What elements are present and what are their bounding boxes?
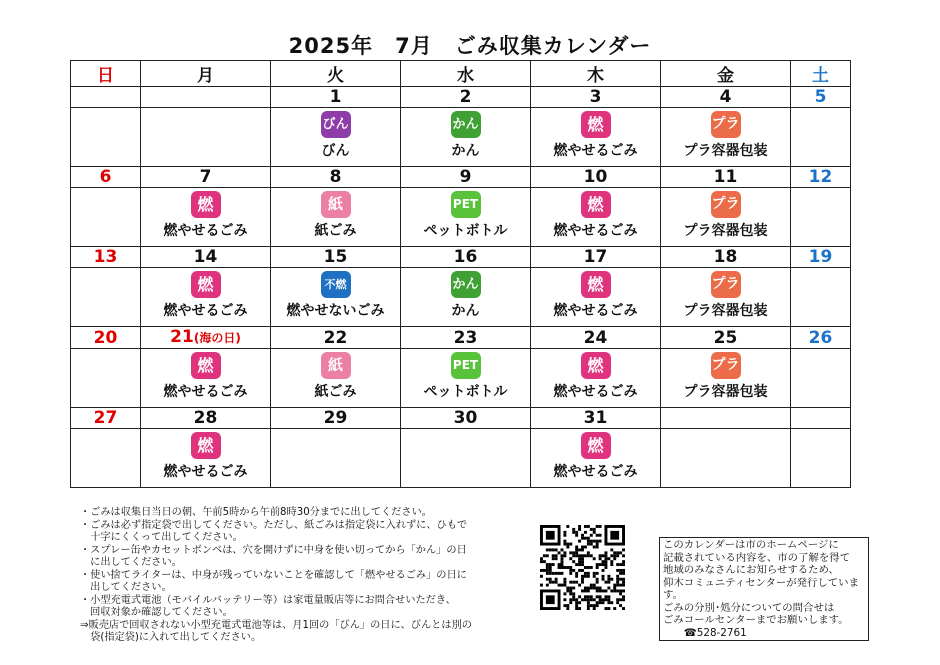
garbage-type-label: 燃やせるごみ bbox=[553, 223, 638, 239]
info-line: ごみの分別･処分についての問合せは bbox=[663, 601, 835, 614]
day-number bbox=[401, 408, 531, 429]
garbage-type-label: 燃やせるごみ bbox=[163, 303, 248, 319]
day-number bbox=[401, 87, 531, 108]
info-line: ごみコールセンターまでお願いします。 bbox=[663, 614, 849, 626]
note-line: ・ごみは必ず指定袋で出してください。ただし、紙ごみは指定袋に入れずに、ひもで bbox=[80, 519, 468, 531]
day-number bbox=[271, 167, 401, 188]
week-number-row bbox=[71, 87, 851, 108]
garbage-type-label: 燃やせるごみ bbox=[163, 223, 248, 239]
day-number-text: 25 bbox=[713, 327, 738, 348]
day-cell bbox=[661, 188, 791, 247]
weekday-thursday: 木 bbox=[531, 61, 661, 87]
day-cell bbox=[661, 108, 791, 167]
day-cell bbox=[531, 108, 661, 167]
garbage-type-icon: かん bbox=[451, 111, 481, 138]
day-number bbox=[661, 327, 791, 349]
day-cell bbox=[791, 349, 851, 408]
day-number-text: 20 bbox=[93, 327, 118, 348]
day-cell bbox=[71, 268, 141, 327]
day-number bbox=[401, 327, 531, 349]
day-number bbox=[271, 327, 401, 349]
day-cell bbox=[141, 349, 271, 408]
garbage-type-icon: 燃 bbox=[581, 271, 611, 298]
day-number-text: 13 bbox=[93, 247, 118, 267]
qr-code bbox=[540, 525, 625, 610]
day-cell bbox=[71, 349, 141, 408]
info-line: ☎528-2761 bbox=[663, 626, 747, 639]
calendar-table bbox=[70, 60, 851, 488]
garbage-type-label: 燃やせるごみ bbox=[553, 464, 638, 480]
day-number bbox=[531, 167, 661, 188]
garbage-type-label: 燃やせるごみ bbox=[553, 303, 638, 319]
day-number bbox=[271, 87, 401, 108]
day-cell bbox=[271, 108, 401, 167]
day-number-text: 29 bbox=[323, 408, 348, 428]
week-number-row bbox=[71, 327, 851, 349]
day-number-text: 22 bbox=[323, 327, 348, 348]
info-box bbox=[659, 537, 869, 641]
day-cell bbox=[401, 429, 531, 488]
weekday-wednesday: 水 bbox=[401, 61, 531, 87]
note-line: 回収対象か確認してください。 bbox=[80, 607, 233, 618]
day-number bbox=[271, 408, 401, 429]
day-cell bbox=[791, 268, 851, 327]
day-number-text: 16 bbox=[453, 247, 478, 267]
weekday-header-row bbox=[71, 61, 851, 87]
day-cell bbox=[401, 268, 531, 327]
info-line: 仰木コミュニティセンターが発行していま bbox=[663, 576, 859, 589]
day-cell bbox=[141, 108, 271, 167]
page-title: 2025年 7月 ごみ収集カレンダー bbox=[288, 34, 652, 58]
day-number bbox=[71, 87, 141, 108]
garbage-type-icon: 紙 bbox=[321, 352, 351, 379]
week-content-row bbox=[71, 268, 851, 327]
garbage-type-icon: 燃 bbox=[191, 271, 221, 298]
day-number-text: 11 bbox=[713, 167, 738, 187]
week-number-row bbox=[71, 167, 851, 188]
garbage-type-label: プラ容器包装 bbox=[683, 143, 768, 159]
day-number bbox=[531, 247, 661, 268]
day-cell bbox=[401, 108, 531, 167]
day-cell bbox=[71, 429, 141, 488]
day-number-text: 1 bbox=[329, 87, 342, 107]
day-cell bbox=[791, 429, 851, 488]
day-cell bbox=[531, 349, 661, 408]
weekday-sunday: 日 bbox=[71, 61, 141, 87]
garbage-type-label: プラ容器包装 bbox=[683, 223, 768, 239]
day-cell bbox=[71, 188, 141, 247]
notes-section bbox=[80, 507, 500, 645]
garbage-type-icon: 燃 bbox=[191, 352, 221, 379]
day-cell bbox=[271, 188, 401, 247]
day-number-text: 12 bbox=[808, 167, 833, 187]
day-number bbox=[141, 167, 271, 188]
day-number-text: 19 bbox=[808, 247, 833, 267]
garbage-type-label: 紙ごみ bbox=[314, 223, 357, 239]
day-number-text: 14 bbox=[193, 247, 218, 267]
day-cell bbox=[661, 349, 791, 408]
day-number-text: 15 bbox=[323, 247, 348, 267]
day-cell bbox=[401, 188, 531, 247]
weekday-friday: 金 bbox=[661, 61, 791, 87]
day-number-text: 31 bbox=[583, 408, 608, 428]
day-number-text: 8 bbox=[329, 167, 342, 187]
day-cell bbox=[271, 349, 401, 408]
garbage-type-icon: 燃 bbox=[191, 191, 221, 218]
week-number-row bbox=[71, 247, 851, 268]
garbage-type-label: プラ容器包装 bbox=[683, 303, 768, 319]
info-line: 地域のみなさんにお知らせするため、 bbox=[663, 564, 839, 576]
day-number bbox=[791, 87, 851, 108]
week-content-row bbox=[71, 108, 851, 167]
day-number-text: 26 bbox=[808, 327, 833, 348]
note-line: ・スプレー缶やカセットボンベは、穴を開けずに中身を使い切ってから「かん」の日 bbox=[80, 544, 467, 556]
day-cell bbox=[141, 429, 271, 488]
day-number bbox=[531, 87, 661, 108]
calendar-body bbox=[71, 87, 851, 488]
weekday-saturday: 土 bbox=[791, 61, 851, 87]
garbage-type-label: 燃やせるごみ bbox=[163, 384, 248, 400]
day-number bbox=[71, 167, 141, 188]
day-number-text: 28 bbox=[193, 408, 218, 428]
day-number-text: 23 bbox=[453, 327, 478, 348]
note-line: 出してください。 bbox=[80, 582, 172, 593]
day-cell bbox=[661, 268, 791, 327]
garbage-type-icon: びん bbox=[321, 111, 351, 138]
garbage-type-label: びん bbox=[321, 143, 350, 159]
day-number bbox=[791, 408, 851, 429]
garbage-type-label: 紙ごみ bbox=[314, 384, 357, 400]
day-number-text: 18 bbox=[713, 247, 738, 267]
day-cell bbox=[531, 429, 661, 488]
week-content-row bbox=[71, 349, 851, 408]
garbage-type-icon: 燃 bbox=[581, 432, 611, 459]
day-number-text: 24 bbox=[583, 327, 608, 348]
garbage-type-icon: PET bbox=[451, 352, 481, 379]
garbage-type-icon: PET bbox=[451, 191, 481, 218]
garbage-type-icon: かん bbox=[451, 271, 481, 298]
week-content-row bbox=[71, 429, 851, 488]
day-number-text: 2 bbox=[459, 87, 472, 107]
day-number bbox=[401, 247, 531, 268]
garbage-type-label: かん bbox=[451, 143, 480, 159]
day-cell bbox=[271, 429, 401, 488]
day-number bbox=[271, 247, 401, 268]
day-number-text: 6 bbox=[99, 167, 112, 187]
holiday-label: (海の日) bbox=[193, 331, 241, 345]
garbage-type-icon: プラ bbox=[711, 191, 741, 218]
garbage-type-icon: 燃 bbox=[191, 432, 221, 459]
day-number bbox=[661, 408, 791, 429]
day-number bbox=[141, 87, 271, 108]
garbage-type-label: 燃やせるごみ bbox=[553, 143, 638, 159]
day-cell bbox=[401, 349, 531, 408]
day-cell bbox=[141, 268, 271, 327]
day-number-text: 17 bbox=[583, 247, 608, 267]
note-line: ⇒販売店で回収されない小型充電式電池等は、月1回の「びん」の日に、びんとは別の bbox=[80, 619, 472, 631]
weekday-tuesday: 火 bbox=[271, 61, 401, 87]
garbage-type-label: 燃やせるごみ bbox=[553, 384, 638, 400]
note-line: ・使い捨てライターは、中身が残っていないことを確認して「燃やせるごみ」の日に bbox=[80, 569, 467, 581]
day-cell bbox=[661, 429, 791, 488]
day-number-text: 7 bbox=[199, 167, 212, 187]
garbage-type-icon: プラ bbox=[711, 111, 741, 138]
day-cell bbox=[531, 268, 661, 327]
garbage-type-icon: プラ bbox=[711, 271, 741, 298]
day-number bbox=[791, 327, 851, 349]
garbage-type-icon: 紙 bbox=[321, 191, 351, 218]
day-number bbox=[401, 167, 531, 188]
day-number-text: 5 bbox=[814, 87, 827, 107]
day-number bbox=[71, 247, 141, 268]
day-number bbox=[661, 87, 791, 108]
day-number bbox=[71, 408, 141, 429]
day-number bbox=[531, 327, 661, 349]
garbage-type-label: ペットボトル bbox=[423, 384, 508, 400]
note-line: に出してください。 bbox=[80, 557, 182, 568]
day-cell bbox=[531, 188, 661, 247]
day-cell bbox=[71, 108, 141, 167]
day-number-text: 27 bbox=[93, 408, 118, 428]
day-number bbox=[141, 408, 271, 429]
day-cell bbox=[141, 188, 271, 247]
info-line: このカレンダーは市のホームページに bbox=[663, 539, 839, 551]
garbage-type-label: 燃やせるごみ bbox=[163, 464, 248, 480]
day-cell bbox=[791, 108, 851, 167]
day-number-text: 10 bbox=[583, 167, 608, 187]
day-number-text: 9 bbox=[459, 167, 472, 187]
week-number-row bbox=[71, 408, 851, 429]
garbage-type-icon: 燃 bbox=[581, 191, 611, 218]
note-line: ・ごみは収集日当日の朝、午前5時から午前8時30分までに出してください。 bbox=[80, 507, 432, 518]
note-line: 袋(指定袋)に入れて出してください。 bbox=[80, 632, 262, 643]
weekday-monday: 月 bbox=[141, 61, 271, 87]
garbage-type-icon: 燃 bbox=[581, 352, 611, 379]
day-cell bbox=[791, 188, 851, 247]
garbage-type-icon: プラ bbox=[711, 352, 741, 379]
note-line: ・小型充電式電池（モバイルバッテリー等）は家電量販店等にお問合せいただき、 bbox=[80, 594, 456, 606]
garbage-type-icon: 燃 bbox=[581, 111, 611, 138]
info-line: す。 bbox=[663, 589, 683, 601]
day-number bbox=[791, 167, 851, 188]
garbage-type-icon: 不燃 bbox=[321, 271, 351, 298]
day-number bbox=[791, 247, 851, 268]
day-number bbox=[661, 167, 791, 188]
note-line: 十字にくくって出してください。 bbox=[80, 532, 243, 543]
week-content-row bbox=[71, 188, 851, 247]
day-number bbox=[141, 327, 271, 349]
day-number bbox=[141, 247, 271, 268]
day-number bbox=[71, 327, 141, 349]
day-number-text: 4 bbox=[719, 87, 732, 107]
day-number-text: 3 bbox=[589, 87, 602, 107]
garbage-type-label: プラ容器包装 bbox=[683, 384, 768, 400]
day-number bbox=[661, 247, 791, 268]
garbage-type-label: ペットボトル bbox=[423, 223, 508, 239]
garbage-type-label: かん bbox=[451, 303, 480, 319]
day-number-text: 30 bbox=[453, 408, 478, 428]
garbage-type-label: 燃やせないごみ bbox=[286, 303, 385, 319]
info-line: 記載されている内容を、市の了解を得て bbox=[663, 551, 851, 564]
day-number-text: 21 bbox=[170, 327, 194, 347]
day-cell bbox=[271, 268, 401, 327]
day-number bbox=[531, 408, 661, 429]
